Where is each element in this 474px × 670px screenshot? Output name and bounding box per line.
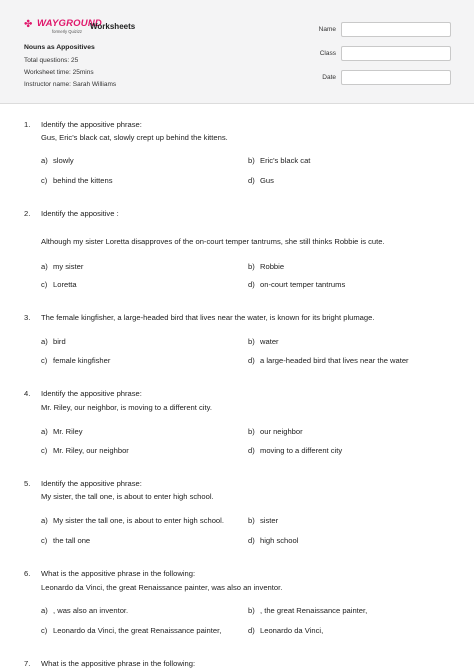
class-label: Class: [319, 50, 336, 57]
option-a[interactable]: a) bird: [41, 337, 66, 346]
logo-text: WAYGROUND: [37, 18, 102, 29]
option-b[interactable]: b) , the great Renaissance painter,: [248, 606, 368, 615]
option-c[interactable]: c) female kingfisher: [41, 356, 111, 365]
option-a[interactable]: a) , was also an inventor.: [41, 606, 129, 615]
question-text: The female kingfisher, a large-headed bird that lives near the water, is known for its bright plumage.: [41, 313, 375, 322]
logo-mark-icon: ✤: [24, 19, 33, 30]
option-a[interactable]: a) Mr. Riley: [41, 427, 83, 436]
question-text: My sister, the tall one, is about to enter high school.: [41, 492, 214, 501]
option-d[interactable]: d) a large-headed bird that lives near the water: [248, 356, 409, 365]
worksheet-time: Worksheet time: 25mins: [24, 69, 94, 76]
option-b[interactable]: b) water: [248, 337, 279, 346]
question-number: 4.: [24, 389, 31, 398]
option-d[interactable]: d) moving to a different city: [248, 446, 343, 455]
option-c[interactable]: c) Loretta: [41, 280, 77, 289]
question-text: Although my sister Loretta disapproves of the on-court temper tantrums, she still thinks Robbie is cute.: [41, 237, 385, 246]
question-text: Identify the appositive phrase:: [41, 479, 142, 488]
option-b[interactable]: b) Robbie: [248, 262, 285, 271]
question-number: 3.: [24, 313, 31, 322]
option-d[interactable]: d) on-court temper tantrums: [248, 280, 346, 289]
question-number: 1.: [24, 120, 31, 129]
question-text: What is the appositive phrase in the following:: [41, 659, 196, 668]
question-number: 7.: [24, 659, 31, 668]
question-number: 6.: [24, 569, 31, 578]
option-b[interactable]: b) Eric's black cat: [248, 156, 311, 165]
header-title: Worksheets: [90, 22, 136, 31]
instructor-name: Instructor name: Sarah Williams: [24, 81, 117, 88]
wayground-logo: [24, 17, 102, 35]
question-text: Gus, Eric's black cat, slowly crept up behind the kittens.: [41, 133, 228, 142]
option-a[interactable]: a) My sister the tall one, is about to enter high school.: [41, 516, 224, 525]
option-b[interactable]: b) our neighbor: [248, 427, 303, 436]
option-c[interactable]: c) Mr. Riley, our neighbor: [41, 446, 129, 455]
worksheet-name: Nouns as Appositives: [24, 44, 95, 51]
question-text: Mr. Riley, our neighbor, is moving to a different city.: [41, 403, 212, 412]
option-d[interactable]: d) Leonardo da Vinci,: [248, 626, 324, 635]
option-c[interactable]: c) the tall one: [41, 536, 91, 545]
total-questions: Total questions: 25: [24, 57, 79, 64]
question-number: 2.: [24, 209, 31, 218]
option-c[interactable]: c) behind the kittens: [41, 176, 113, 185]
option-d[interactable]: d) Gus: [248, 176, 274, 185]
option-b[interactable]: b) sister: [248, 516, 279, 525]
date-label: Date: [322, 74, 336, 81]
question-number: 5.: [24, 479, 31, 488]
worksheet-header: [0, 0, 474, 104]
option-c[interactable]: c) Leonardo da Vinci, the great Renaissance painter,: [41, 626, 222, 635]
name-label: Name: [318, 26, 336, 33]
logo-subtext: formerly Quizizz: [52, 29, 83, 34]
option-a[interactable]: a) my sister: [41, 262, 84, 271]
question-text: Identify the appositive phrase:: [41, 389, 142, 398]
name-field[interactable]: [341, 22, 451, 37]
question-text: Leonardo da Vinci, the great Renaissance painter, was also an inventor.: [41, 583, 283, 592]
question-text: Identify the appositive :: [41, 209, 119, 218]
class-field[interactable]: [341, 46, 451, 61]
option-d[interactable]: d) high school: [248, 536, 299, 545]
option-a[interactable]: a) slowly: [41, 156, 74, 165]
question-text: Identify the appositive phrase:: [41, 120, 142, 129]
date-field[interactable]: [341, 70, 451, 85]
question-text: What is the appositive phrase in the following:: [41, 569, 196, 578]
